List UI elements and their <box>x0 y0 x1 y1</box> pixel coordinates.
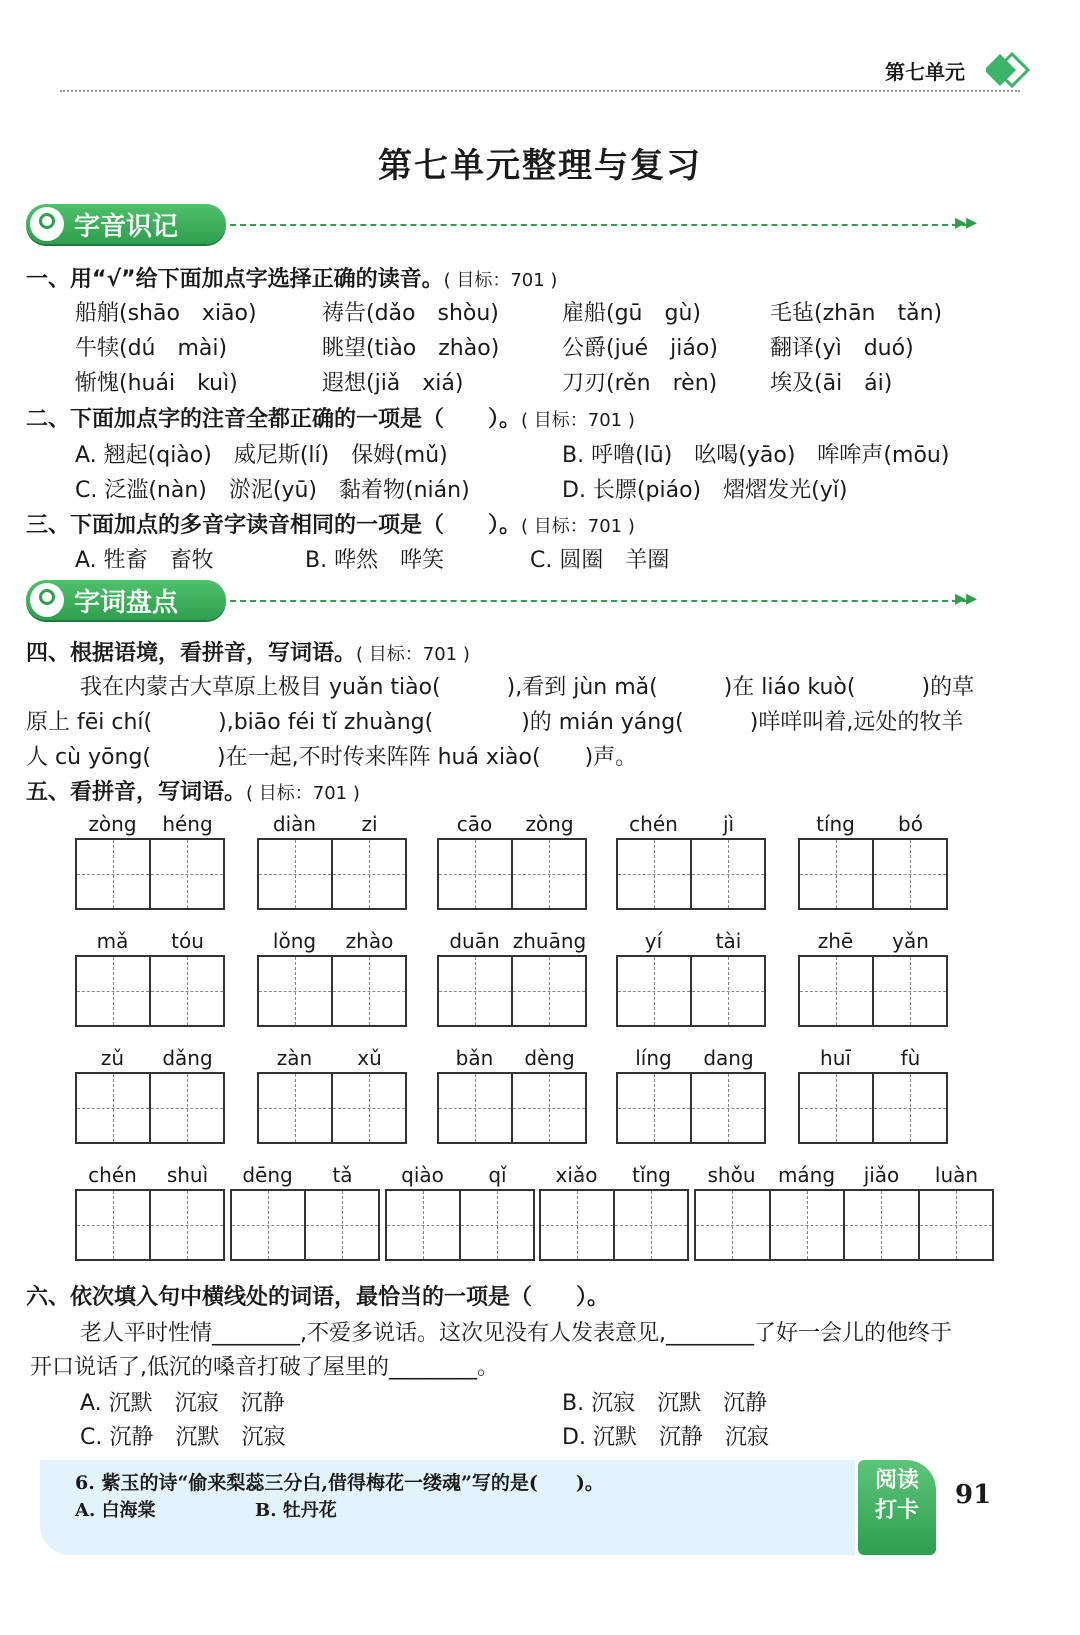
writing-grid[interactable] <box>257 955 407 1027</box>
pinyin-label: zǔ <box>100 1046 125 1070</box>
option-c: C. 沉静 沉默 沉寂 <box>80 1425 286 1450</box>
pinyin-label: máng <box>777 1163 836 1187</box>
writing-grid[interactable] <box>75 1189 225 1261</box>
section-rule <box>230 224 968 226</box>
grid-cell[interactable] <box>439 1074 513 1142</box>
question-stem: 四、根据语境，看拼音，写词语。 <box>26 641 357 666</box>
section-title: 字音识记 <box>74 211 179 242</box>
grid-cell[interactable] <box>77 957 151 1025</box>
pinyin-label: zàn <box>276 1046 313 1070</box>
option-a: A. 牲畜 畜牧 <box>75 548 214 573</box>
pinyin-label: tǐng <box>632 1163 671 1187</box>
grid-cell[interactable] <box>692 840 764 908</box>
writing-grid[interactable] <box>539 1189 689 1261</box>
q6-line: 开口说话了,低沉的嗓音打破了屋里的________。 <box>30 1355 499 1380</box>
writing-grid[interactable] <box>257 838 407 910</box>
option-c: C. 圆圈 羊圈 <box>530 548 670 573</box>
pinyin-label: qǐ <box>488 1163 507 1187</box>
target-note: ( 目标：701 ) <box>246 783 360 804</box>
question-stem: 一、用“√”给下面加点字选择正确的读音。 <box>26 267 444 292</box>
pinyin-label: luàn <box>934 1163 979 1187</box>
writing-grid[interactable] <box>437 838 587 910</box>
section-rule <box>230 600 968 602</box>
grid-cell[interactable] <box>387 1191 461 1259</box>
pinyin-label: dēng <box>242 1163 293 1187</box>
double-arrow-icon: ▸▸ <box>955 586 978 611</box>
grid-cell[interactable] <box>618 1074 692 1142</box>
pinyin-label: tóu <box>171 929 204 953</box>
q1-item: 遐想(jiǎ xiá) <box>322 371 464 396</box>
pinyin-label: xǔ <box>357 1046 382 1070</box>
pinyin-label: zi <box>361 812 378 836</box>
question-stem: 二、下面加点字的注音全都正确的一项是（ ）。 <box>26 407 522 432</box>
tag-line: 阅读 <box>874 1468 919 1493</box>
grid-cell[interactable] <box>618 840 692 908</box>
grid-cell[interactable] <box>513 840 585 908</box>
pinyin-label: bó <box>898 812 923 836</box>
q1-item: 刀刃(rěn rèn) <box>562 371 718 396</box>
page-title: 第七单元整理与复习 <box>378 146 702 186</box>
pinyin-label: dǎng <box>162 1046 213 1070</box>
pinyin-label: jì <box>722 812 735 836</box>
pinyin-label: xiǎo <box>555 1163 598 1187</box>
writing-grid[interactable] <box>75 838 225 910</box>
target-note: ( 目标：701 ) <box>521 410 635 431</box>
pinyin-label: diàn <box>272 812 317 836</box>
pinyin-label: fù <box>900 1046 921 1070</box>
q1-item: 雇船(gū gù) <box>562 301 701 326</box>
unit-label: 第七单元 <box>885 60 965 84</box>
pinyin-label: shǒu <box>707 1163 756 1187</box>
reading-checkin-tag <box>858 1460 936 1555</box>
pinyin-label: duān <box>449 929 500 953</box>
option-b: B. 沉寂 沉默 沉静 <box>562 1391 768 1416</box>
option-b: B. 呼噜(lū) 吆喝(yāo) 哞哞声(mōu) <box>562 443 950 468</box>
lightbulb-icon <box>30 583 64 617</box>
writing-grid[interactable] <box>385 1189 535 1261</box>
grid-cell[interactable] <box>151 957 223 1025</box>
grid-cell[interactable] <box>874 957 946 1025</box>
pinyin-label: héng <box>162 812 213 836</box>
header-divider <box>60 90 1020 92</box>
pinyin-label: tǎ <box>332 1163 353 1187</box>
grid-cell[interactable] <box>77 1074 151 1142</box>
q1-item: 埃及(āi ái) <box>770 371 893 396</box>
grid-cell[interactable] <box>461 1191 533 1259</box>
grid-cell[interactable] <box>920 1191 993 1259</box>
writing-grid[interactable] <box>798 955 948 1027</box>
pinyin-label: yí <box>644 929 663 953</box>
lightbulb-icon <box>30 207 64 241</box>
section-badge-vocabulary <box>26 580 226 620</box>
question-6: 六、依次填入句中横线处的词语，最恰当的一项是（ ）。 <box>26 1285 610 1310</box>
q1-item: 惭愧(huái kuì) <box>75 371 238 396</box>
grid-cell[interactable] <box>232 1191 306 1259</box>
pinyin-label: huī <box>820 1046 851 1070</box>
question-stem: 五、看拼音，写词语。 <box>26 780 247 805</box>
grid-cell[interactable] <box>615 1191 687 1259</box>
grid-cell[interactable] <box>692 1074 764 1142</box>
option-c: C. 泛滥(nàn) 淤泥(yū) 黏着物(nián) <box>75 478 470 503</box>
grid-cell[interactable] <box>771 1191 846 1259</box>
question-stem: 三、下面加点的多音字读音相同的一项是（ ）。 <box>26 513 522 538</box>
question-5 <box>26 775 360 806</box>
q1-item: 眺望(tiào zhào) <box>322 336 500 361</box>
pinyin-label: tài <box>715 929 742 953</box>
double-arrow-icon: ▸▸ <box>955 210 978 235</box>
pinyin-label: zòng <box>525 812 574 836</box>
pinyin-label: shuì <box>166 1163 209 1187</box>
option-b: B. 哗然 哗笑 <box>305 548 445 573</box>
writing-grid[interactable] <box>437 1072 587 1144</box>
option-a: A. 翘起(qiào) 威尼斯(lí) 保姆(mǔ) <box>75 443 448 468</box>
grid-cell[interactable] <box>306 1191 378 1259</box>
pinyin-label: qiào <box>401 1163 444 1187</box>
question-3 <box>26 508 635 539</box>
grid-cell[interactable] <box>333 840 405 908</box>
grid-cell[interactable] <box>513 1074 585 1142</box>
grid-cell[interactable] <box>259 840 333 908</box>
grid-cell[interactable] <box>333 957 405 1025</box>
grid-cell[interactable] <box>692 957 764 1025</box>
question-2 <box>26 402 635 433</box>
footer-option-b: B. 牡丹花 <box>255 1500 337 1521</box>
question-4 <box>26 636 470 667</box>
pinyin-label: zhào <box>345 929 394 953</box>
grid-cell[interactable] <box>696 1191 771 1259</box>
grid-cell[interactable] <box>513 957 585 1025</box>
pinyin-label: chén <box>88 1163 137 1187</box>
q1-item: 公爵(jué jiáo) <box>562 336 718 361</box>
writing-grid[interactable] <box>230 1189 380 1261</box>
grid-cell[interactable] <box>800 1074 874 1142</box>
pinyin-label: bǎn <box>455 1046 494 1070</box>
writing-grid[interactable] <box>75 1072 225 1144</box>
writing-grid[interactable] <box>798 1072 948 1144</box>
page-number: 91 <box>955 1480 992 1510</box>
grid-cell[interactable] <box>845 1191 920 1259</box>
q1-item: 祷告(dǎo shòu) <box>322 301 499 326</box>
q4-line: 人 cù yōng( )在一起,不时传来阵阵 huá xiào( )声。 <box>26 745 638 770</box>
grid-cell[interactable] <box>259 957 333 1025</box>
pinyin-label: zhuāng <box>512 929 587 953</box>
q1-item: 船艄(shāo xiāo) <box>75 301 257 326</box>
pinyin-label: tíng <box>816 812 855 836</box>
q1-item: 毛毡(zhān tǎn) <box>770 301 943 326</box>
pinyin-label: yǎn <box>892 929 929 953</box>
option-d: D. 长膘(piáo) 熠熠发光(yǐ) <box>562 478 848 503</box>
footer-question: 6. 紫玉的诗“偷来梨蕊三分白,借得梅花一缕魂”写的是( )。 <box>75 1472 604 1494</box>
grid-cell[interactable] <box>151 1191 223 1259</box>
writing-grid[interactable] <box>616 955 766 1027</box>
grid-cell[interactable] <box>151 840 223 908</box>
writing-grid[interactable] <box>257 1072 407 1144</box>
grid-cell[interactable] <box>151 1074 223 1142</box>
writing-grid[interactable] <box>798 838 948 910</box>
grid-cell[interactable] <box>800 957 874 1025</box>
pinyin-label: dèng <box>524 1046 575 1070</box>
writing-grid[interactable] <box>437 955 587 1027</box>
grid-cell[interactable] <box>541 1191 615 1259</box>
grid-cell[interactable] <box>77 1191 151 1259</box>
pinyin-label: lǒng <box>272 929 317 953</box>
pinyin-label: líng <box>635 1046 672 1070</box>
q4-line: 我在内蒙古大草原上极目 yuǎn tiào( ),看到 jùn mǎ( )在 liáo kuò( )的草 <box>80 675 975 700</box>
grid-cell[interactable] <box>439 840 513 908</box>
grid-cell[interactable] <box>874 1074 946 1142</box>
tag-line: 打卡 <box>874 1498 919 1523</box>
pinyin-label: zòng <box>88 812 137 836</box>
grid-cell[interactable] <box>874 840 946 908</box>
writing-grid[interactable] <box>616 838 766 910</box>
target-note: ( 目标：701 ) <box>443 270 558 291</box>
pinyin-label: cāo <box>456 812 493 836</box>
writing-grid[interactable] <box>694 1189 994 1261</box>
grid-cell[interactable] <box>77 840 151 908</box>
pinyin-label: mǎ <box>96 929 129 953</box>
pinyin-label: jiǎo <box>863 1163 900 1187</box>
grid-cell[interactable] <box>439 957 513 1025</box>
target-note: ( 目标：701 ) <box>356 644 470 665</box>
option-a: A. 沉默 沉寂 沉静 <box>80 1391 285 1416</box>
q1-item: 牛犊(dú mài) <box>75 336 228 361</box>
footer-option-a: A. 白海棠 <box>75 1500 156 1521</box>
target-note: ( 目标：701 ) <box>521 516 635 537</box>
section-badge-pronunciation <box>26 204 226 244</box>
pinyin-label: chén <box>629 812 678 836</box>
grid-cell[interactable] <box>618 957 692 1025</box>
writing-grid[interactable] <box>616 1072 766 1144</box>
option-d: D. 沉默 沉静 沉寂 <box>562 1425 769 1450</box>
q6-line: 老人平时性情________,不爱多说话。这次见没有人发表意见,________了好一会儿的他终于 <box>80 1321 952 1346</box>
pinyin-label: zhē <box>817 929 854 953</box>
section-title: 字词盘点 <box>74 587 179 618</box>
writing-grid[interactable] <box>75 955 225 1027</box>
grid-cell[interactable] <box>259 1074 333 1142</box>
q1-item: 翻译(yì duó) <box>770 336 914 361</box>
grid-cell[interactable] <box>800 840 874 908</box>
pinyin-label: dang <box>703 1046 754 1070</box>
diamond-icon <box>986 50 1030 90</box>
grid-cell[interactable] <box>333 1074 405 1142</box>
q4-line: 原上 fēi chí( ),biāo féi tǐ zhuàng( )的 mián yáng( )咩咩叫着,远处的牧羊 <box>26 710 964 735</box>
question-1 <box>26 262 557 293</box>
